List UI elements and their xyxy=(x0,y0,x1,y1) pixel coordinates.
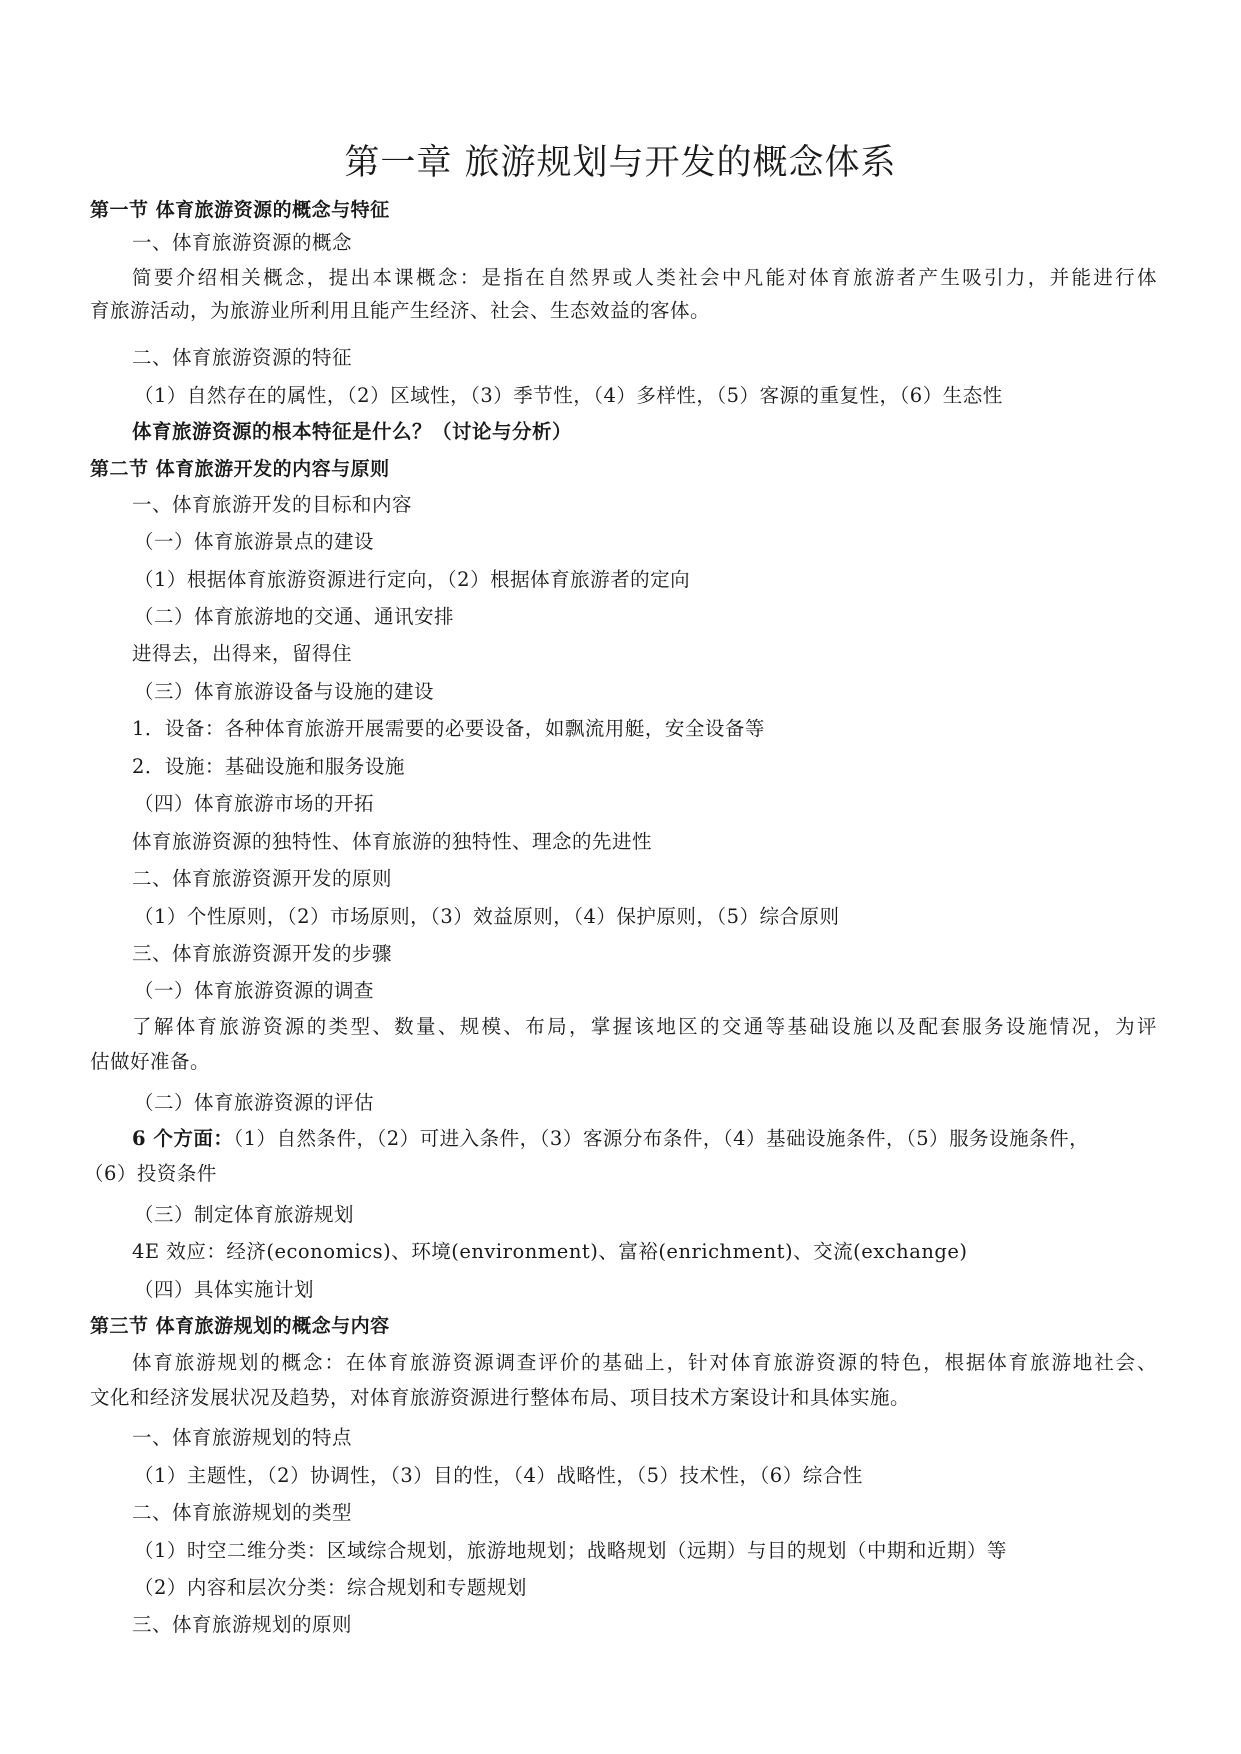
list-line: （1）根据体育旅游资源进行定向，（2）根据体育旅游者的定向 xyxy=(134,568,691,591)
subheading: 三、体育旅游规划的原则 xyxy=(132,1613,353,1636)
subheading: （三）制定体育旅游规划 xyxy=(134,1203,355,1226)
paragraph-line: 体育旅游资源的独特性、体育旅游的独特性、理念的先进性 xyxy=(132,830,653,853)
paragraph-line: 文化和经济发展状况及趋势，对体育旅游资源进行整体布局、项目技术方案设计和具体实施。 xyxy=(90,1386,911,1409)
subheading: 二、体育旅游资源开发的原则 xyxy=(132,867,393,890)
paragraph-line xyxy=(132,1125,1089,1153)
subheading: 一、体育旅游规划的特点 xyxy=(132,1426,353,1449)
subheading: （三）体育旅游设备与设施的建设 xyxy=(134,680,435,703)
paragraph-line: 简要介绍相关概念，提出本课概念：是指在自然界或人类社会中凡能对体育旅游者产生吸引力，并能进行体 xyxy=(132,266,1157,289)
list-line: （1）自然存在的属性，（2）区域性，（3）季节性，（4）多样性，（5）客源的重复性，（6）生态性 xyxy=(134,384,1003,407)
subheading: 一、体育旅游资源的概念 xyxy=(132,231,353,254)
list-line: （2）内容和层次分类：综合规划和专题规划 xyxy=(134,1576,527,1599)
subheading: （二）体育旅游地的交通、通讯安排 xyxy=(134,605,455,628)
subheading: 二、体育旅游资源的特征 xyxy=(132,346,353,369)
section-heading: 第二节 体育旅游开发的内容与原则 xyxy=(90,458,390,480)
paragraph-line: 育旅游活动，为旅游业所利用且能产生经济、社会、生态效益的客体。 xyxy=(90,299,711,322)
section-heading: 第一节 体育旅游资源的概念与特征 xyxy=(90,199,390,221)
list-line: （1）主题性，（2）协调性，（3）目的性，（4）战略性，（5）技术性，（6）综合性 xyxy=(134,1464,863,1487)
subheading: （一）体育旅游资源的调查 xyxy=(134,979,375,1002)
subheading: 一、体育旅游开发的目标和内容 xyxy=(132,493,413,516)
subheading: 二、体育旅游规划的类型 xyxy=(132,1501,353,1524)
chapter-title: 第一章 旅游规划与开发的概念体系 xyxy=(344,143,897,184)
subheading: （四）体育旅游市场的开拓 xyxy=(134,792,375,815)
subheading: （一）体育旅游景点的建设 xyxy=(134,530,375,553)
list-text: （1）自然条件，（2）可进入条件，（3）客源分布条件，（4）基础设施条件，（5）服务设施条件， xyxy=(233,1127,1090,1150)
paragraph-line: 了解体育旅游资源的类型、数量、规模、布局，掌握该地区的交通等基础设施以及配套服务设施情况，为评 xyxy=(132,1015,1157,1038)
list-line: 1．设备：各种体育旅游开展需要的必要设备，如飘流用艇，安全设备等 xyxy=(132,717,765,740)
bold-lead: 6 个方面： xyxy=(132,1127,234,1150)
list-line: （1）个性原则，（2）市场原则，（3）效益原则，（4）保护原则，（5）综合原则 xyxy=(134,905,840,928)
subheading: （二）体育旅游资源的评估 xyxy=(134,1091,375,1114)
paragraph-line: 进得去，出得来，留得住 xyxy=(132,642,353,665)
paragraph-line: 体育旅游规划的概念：在体育旅游资源调查评价的基础上，针对体育旅游资源的特色，根据体育旅游地社会、 xyxy=(132,1351,1157,1374)
paragraph-line: （6）投资条件 xyxy=(84,1162,217,1185)
subheading: 三、体育旅游资源开发的步骤 xyxy=(132,942,393,965)
list-line: 2．设施：基础设施和服务设施 xyxy=(132,755,405,778)
paragraph-line: 4E 效应：经济(economics)、环境(environment)、富裕(enrichment)、交流(exchange) xyxy=(132,1240,968,1263)
subheading: （四）具体实施计划 xyxy=(134,1278,315,1301)
list-line: （1）时空二维分类：区域综合规划，旅游地规划；战略规划（远期）与目的规划（中期和近期）等 xyxy=(134,1539,1007,1562)
paragraph-line: 估做好准备。 xyxy=(90,1050,211,1073)
discussion-question: 体育旅游资源的根本特征是什么？（讨论与分析） xyxy=(132,420,573,443)
section-heading: 第三节 体育旅游规划的概念与内容 xyxy=(90,1315,390,1337)
